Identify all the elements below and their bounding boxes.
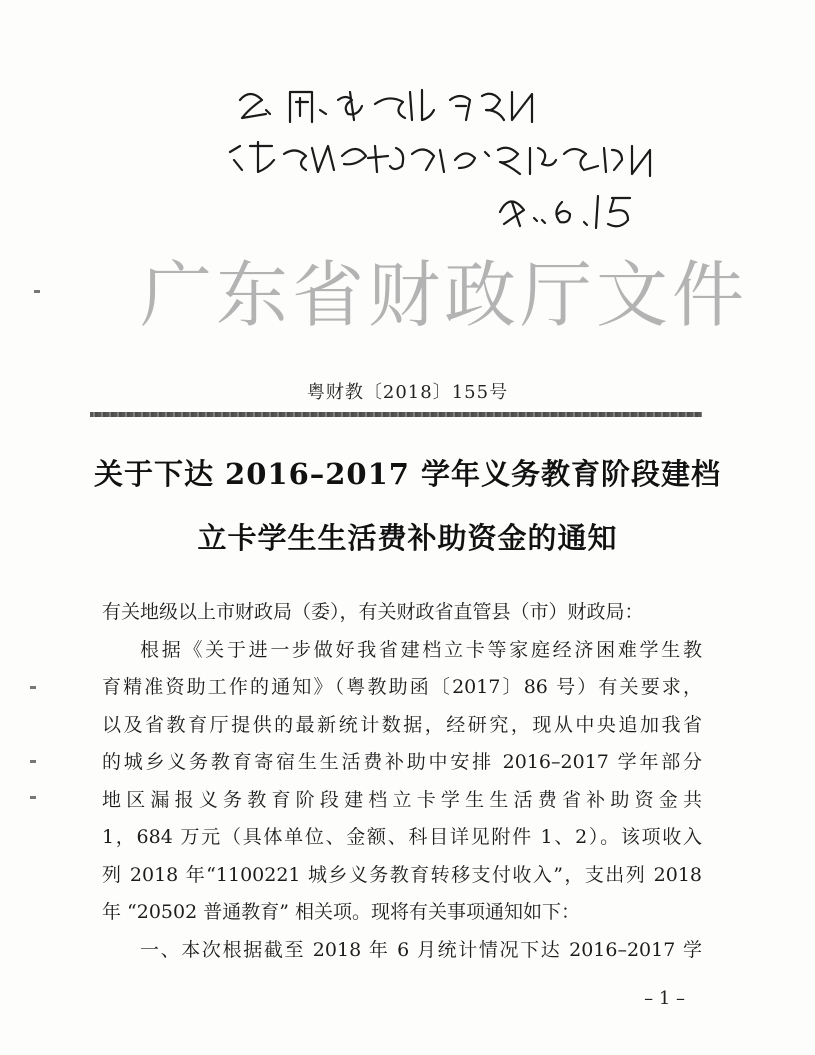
paragraph-1-line: 育精准资助工作的通知》（粤教助函〔2017〕86 号）有关要求， [102,676,702,698]
paragraph-1 [102,632,702,932]
scan-speck [30,796,36,799]
paragraph-2-line: 一、本次根据截至 2018 年 6 月统计情况下达 2016–2017 学 [140,938,702,961]
letterhead-divider-line [90,412,702,417]
paragraph-1-line: 以及省教育厅提供的最新统计数据，经研究，现从中央追加我省 [102,713,702,736]
notice-title-line-2: 立卡学生生活费补助资金的通知 [197,521,618,555]
paragraph-1-line: 根据《关于进一步做好我省建档立卡等家庭经济困难学生教 [140,638,702,661]
scan-speck [30,686,36,689]
scan-speck [30,760,36,763]
paragraph-1-line: 列 2018 年“1100221 城乡义务教育转移支付收入”，支出列 2018 [102,863,702,886]
letterhead-title: 广东省财政厅文件 [140,253,749,337]
page-number-text: – 1 – [644,988,685,1009]
document-number: 粤财教〔2018〕155号 [306,382,509,403]
scan-speck [34,290,40,293]
notice-title-line-1: 关于下达 2016–2017 学年义务教育阶段建档 [93,457,722,491]
addressee-line: 有关地级以上市财政局（委），有关财政省直管县（市）财政局： [102,601,644,623]
notice-body [102,594,702,969]
paragraph-1-line: 年 “20502 普通教育” 相关项。现将有关事项通知如下： [102,901,580,923]
paragraph-1-line: 地区漏报义务教育阶段建档立卡学生生活费省补助资金共 [102,788,702,811]
paragraph-1-line: 1，684 万元（具体单位、金额、科目详见附件 1、2）。该项收入 [102,826,702,848]
handwritten-annotation [200,70,700,245]
handwriting-drawing [200,70,700,245]
paragraph-1-line: 的城乡义务教育寄宿生生活费补助中安排 2016–2017 学年部分 [102,751,702,773]
